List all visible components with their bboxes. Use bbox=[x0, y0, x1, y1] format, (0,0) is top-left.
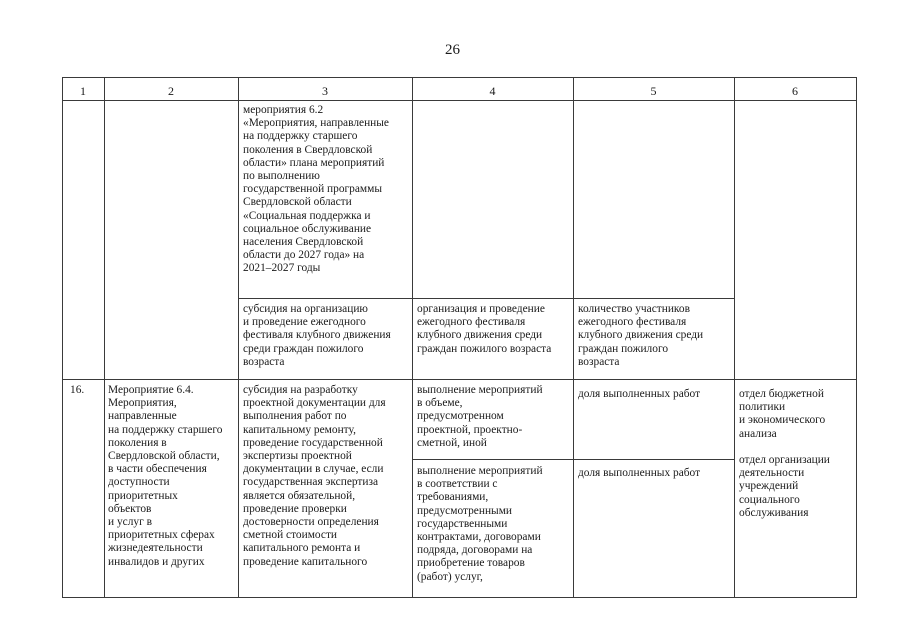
column-border bbox=[573, 77, 574, 598]
page-number: 26 bbox=[445, 42, 460, 58]
column-header-2: 2 bbox=[168, 84, 174, 98]
activity-cell: организация и проведение ежегодного фестиваля клубного движения среди граждан пожилого возраста bbox=[417, 303, 552, 355]
column-border bbox=[238, 77, 239, 598]
row-number: 16. bbox=[70, 384, 85, 396]
header-bottom-border bbox=[62, 100, 857, 101]
row-divider bbox=[238, 298, 734, 299]
column-header-4: 4 bbox=[489, 84, 496, 98]
subsidy-cell: субсидия на организацию и проведение ежегодного фестиваля клубного движения среди граждан пожилого возраста bbox=[243, 303, 391, 368]
indicator-cell: доля выполненных работ bbox=[578, 467, 701, 479]
column-border bbox=[856, 77, 857, 598]
table-bottom-border bbox=[62, 597, 857, 598]
column-border bbox=[62, 77, 63, 598]
indicator-cell: количество участников ежегодного фестиваля клубного движения среди граждан пожилого возраста bbox=[578, 303, 704, 368]
cont-measure-cell: мероприятия 6.2 «Мероприятия, направленные на поддержку старшего поколения в Свердловской области» плана мероприятий по выполнению государственной программы Свердловской области «Социальная поддержка и социальное обслуживание населения Свердловской области до 2027 года» на 2021–2027 годы bbox=[243, 104, 389, 275]
responsible-cell: отдел бюджетной политики и экономического анализа отдел организации деятельности учреждений социального обслуживания bbox=[739, 388, 830, 519]
column-header-6: 6 bbox=[792, 84, 798, 98]
activity-cell: выполнение мероприятий в объеме, предусмотренном проектной, проектно- сметной, иной bbox=[417, 384, 543, 449]
indicator-cell: доля выполненных работ bbox=[578, 388, 701, 400]
measure-name-cell: Мероприятие 6.4. Мероприятия, направленные на поддержку старшего поколения в Свердловской области, в части обеспечения доступности приоритетных объектов и услуг в приоритетных сферах жизнедеятельности инвалидов и других bbox=[108, 384, 223, 568]
column-header-1: 1 bbox=[80, 84, 86, 98]
row-divider bbox=[62, 379, 857, 380]
table-top-border bbox=[62, 77, 857, 78]
subsidy-cell: субсидия на разработку проектной документации для выполнения работ по капитальному ремонту, проведение государственной экспертизы проектной документации в случае, если государственная экспертиза является обязательной, проведение проверки достоверности определения сметной стоимости капитального ремонта и проведение капитального bbox=[243, 384, 386, 568]
column-border bbox=[412, 77, 413, 598]
column-header-3: 3 bbox=[322, 84, 328, 98]
activity-cell: выполнение мероприятий в соответствии с требованиями, предусмотренными государственными контрактами, договорами подряда, договорами на приобретение товаров (работ) услуг, bbox=[417, 465, 543, 583]
column-border bbox=[104, 77, 105, 598]
column-border bbox=[734, 77, 735, 598]
column-header-5: 5 bbox=[650, 84, 657, 98]
